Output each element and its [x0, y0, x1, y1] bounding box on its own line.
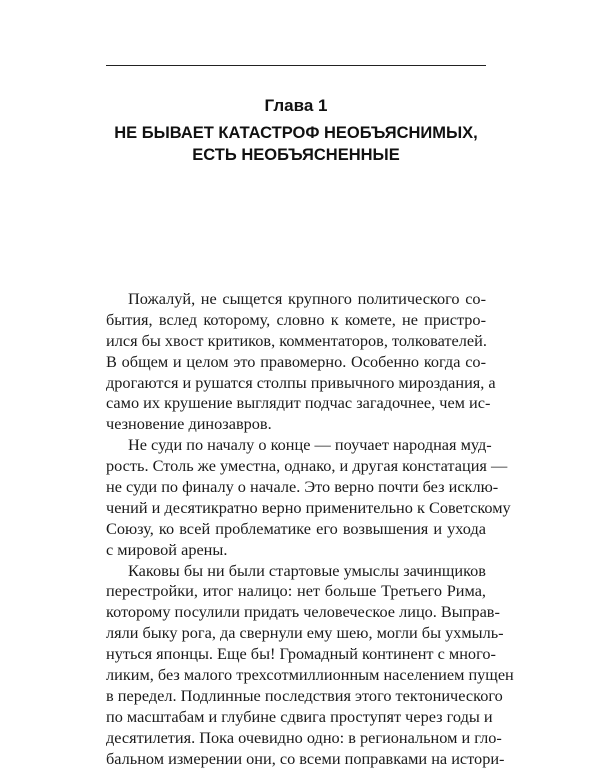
text-line: Не суди по началу о конце — поучает народная муд-: [128, 435, 492, 455]
chapter-number: Глава 1: [264, 96, 328, 115]
chapter-title-line: НЕ БЫВАЕТ КАТАСТРОФ НЕОБЪЯСНИМЫХ,: [114, 124, 478, 142]
text-line: перестройки, итог налицо: нет больше Третьего Рима,: [106, 581, 486, 601]
text-line: с мировой арены.: [106, 539, 228, 559]
text-line: по масштабам и глубине сдвига проступят через годы и: [106, 706, 493, 726]
chapter-header: [90, 96, 502, 166]
text-line: чений и десятикратно верно применительно к Советскому: [106, 497, 511, 517]
text-line: в передел. Подлинные последствия этого тектонического: [106, 685, 503, 705]
chapter-title-line: ЕСТЬ НЕОБЪЯСНЕННЫЕ: [192, 146, 400, 164]
text-line: нуться японцы. Еще бы! Громадный континент с много-: [106, 644, 496, 664]
chapter-title: [90, 122, 502, 166]
text-line: Союзу, ко всей проблематике его возвышения и ухода: [106, 518, 486, 538]
text-line: само их крушение выглядит подчас загадочнее, чем ис-: [106, 393, 491, 413]
text-line: В общем и целом это правомерно. Особенно когда со-: [106, 351, 486, 371]
text-line: которому посулили придать человеческое лицо. Выправ-: [106, 602, 500, 622]
header-rule: [106, 65, 486, 66]
body-text: [106, 289, 514, 769]
text-line: не суди по финалу о начале. Это верно почти без исклю-: [106, 477, 499, 497]
text-line: рость. Столь же уместна, однако, и другая констатация —: [106, 456, 508, 476]
text-line: Каковы бы ни были стартовые умыслы зачинщиков: [128, 560, 486, 580]
text-line: чезновение динозавров.: [106, 414, 272, 434]
text-line: ликим, без малого трехсотмиллионным населением пущен: [106, 665, 514, 685]
text-line: ляли быку рога, да свернули ему шею, могли бы ухмыль-: [106, 623, 504, 643]
text-line: ился бы хвост критиков, комментаторов, толкователей.: [106, 330, 487, 350]
text-line: дрогаются и рушатся столпы привычного мироздания, а: [106, 372, 496, 392]
text-line: бытия, вслед которому, словно к комете, не пристро-: [106, 309, 486, 329]
text-line: Пожалуй, не сыщется крупного политического со-: [128, 289, 486, 308]
text-line: бальном измерении они, со всеми поправками на истори-: [106, 748, 505, 768]
text-line: десятилетия. Пока очевидно одно: в региональном и гло-: [106, 727, 502, 747]
